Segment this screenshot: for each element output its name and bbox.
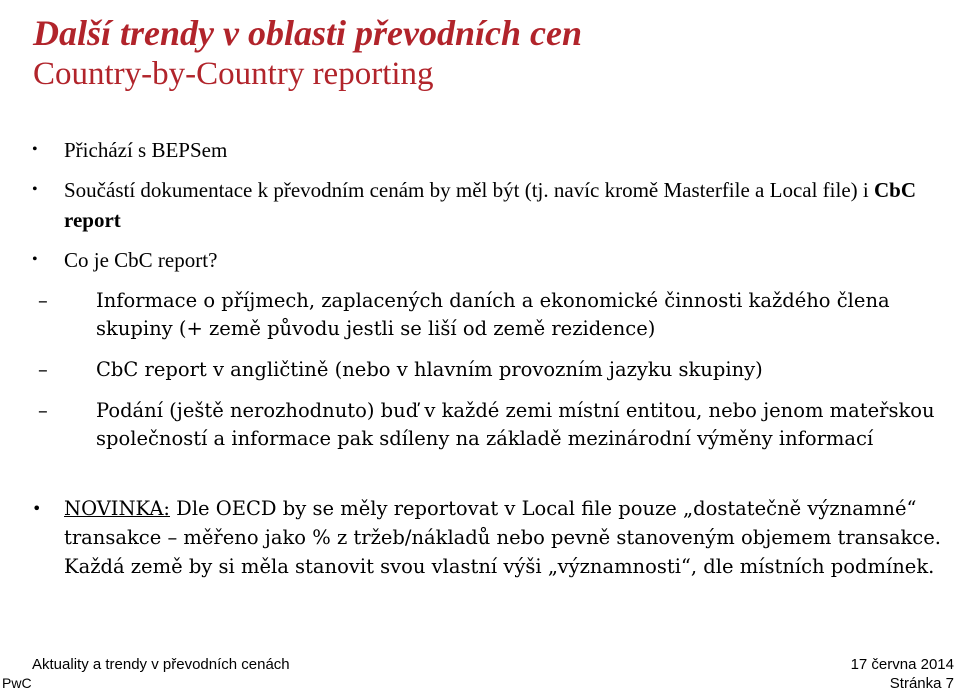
bullet-documentation-bold: CbC report	[64, 178, 917, 232]
bullet-what-is-cbc: • Co je CbC report?	[64, 245, 944, 275]
slide-subtitle: Country-by-Country reporting	[33, 56, 434, 92]
bullet-documentation	[64, 175, 944, 235]
footer-date: 17 června 2014	[850, 656, 954, 673]
dash-language: – CbC report v angličtině (nebo v hlavním provozním jazyku skupiny)	[96, 356, 936, 384]
dash-filing: – Podání (ještě nerozhodnuto) buď v každé zemi místní entitou, nebo jenom mateřskou společností a informace pak sdíleny na základě mezinárodní výměny informací	[96, 397, 936, 453]
footer-brand: PwC	[2, 675, 32, 691]
bullet-bepsem: • Přichází s BEPSem	[64, 135, 944, 165]
novinka-label: NOVINKA:	[64, 497, 170, 520]
slide-title: Další trendy v oblasti převodních cen	[33, 13, 582, 53]
footer-presentation-name: Aktuality a trendy v převodních cenách	[32, 656, 290, 673]
bullet-novinka	[64, 494, 949, 581]
novinka-text: Dle OECD by se měly reportovat v Local file pouze „dostatečně významné“ transakce – měřeno jako % z tržeb/nákladů nebo pevně stanoveným objemem transakce. Každá země by si měla stanovit svou vlastní výši „významnosti“, dle místních podmínek.	[64, 497, 941, 578]
footer-page-number: Stránka 7	[889, 675, 954, 692]
dash-information: – Informace o příjmech, zaplacených daních a ekonomické činnosti každého člena skupiny (+ země původu jestli se liší od země rezidence)	[96, 287, 936, 343]
bullet-documentation-text: Součástí dokumentace k převodním cenám by měl být (tj. navíc kromě Masterfile a Local file) i	[64, 178, 874, 202]
slide-title-block	[33, 12, 582, 94]
